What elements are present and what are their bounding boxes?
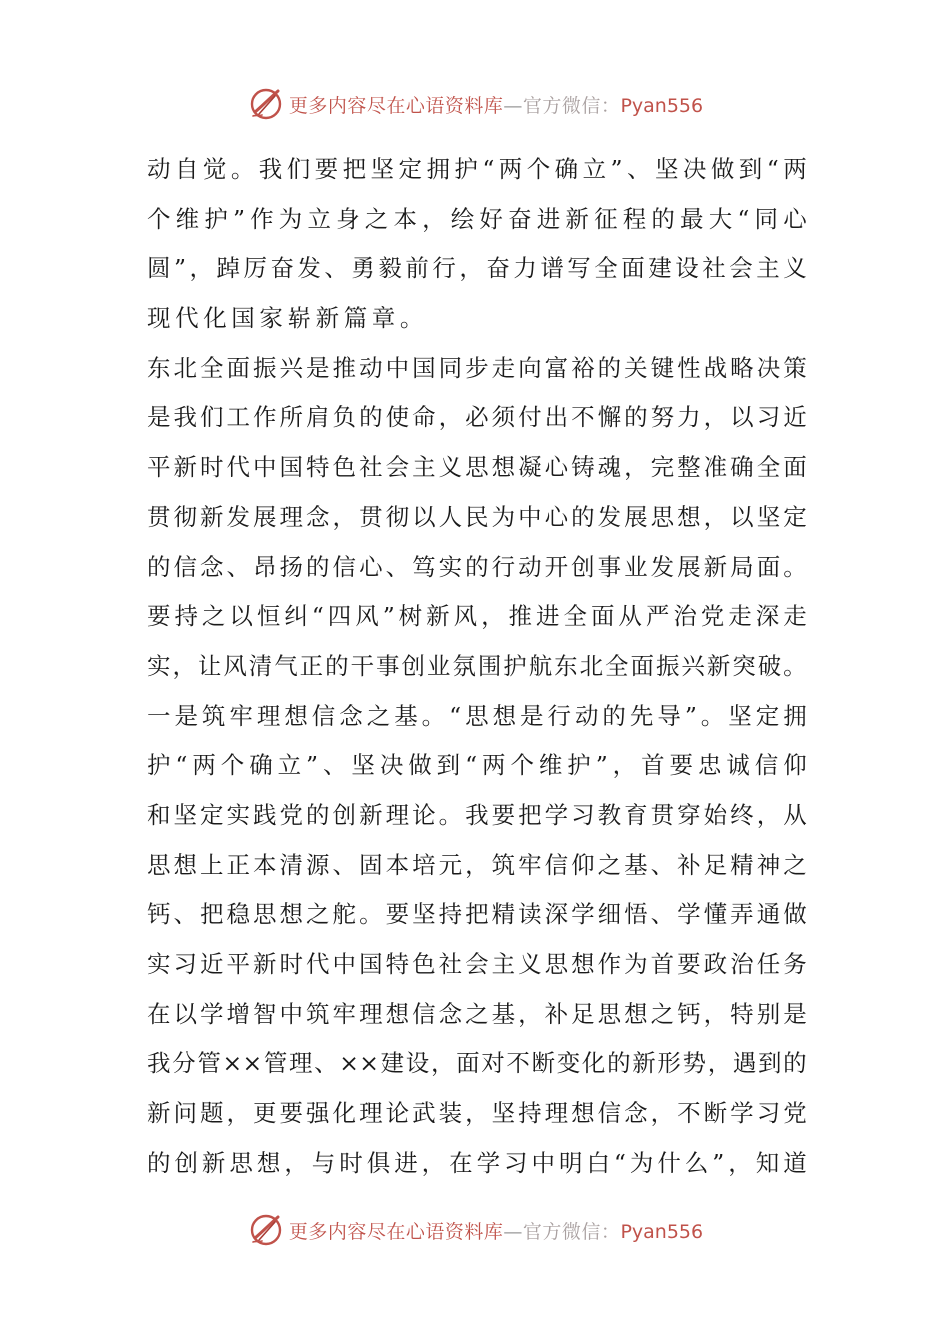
banner-separator: —: [503, 94, 523, 117]
banner-text: [289, 91, 703, 118]
header-watermark-banner: [0, 82, 950, 126]
text-line: 钙、把稳思想之舵。要坚持把精读深学细悟、学懂弄通做: [147, 900, 807, 929]
text-line: 实，让风清气正的干事创业氛围护航东北全面振兴新突破。: [147, 651, 807, 680]
text-line: 是我们工作所肩负的使命，必须付出不懈的努力，以习近: [147, 403, 807, 432]
text-line: 贯彻新发展理念，贯彻以人民为中心的发展思想，以坚定: [147, 502, 807, 531]
text-line: 的创新思想，与时俱进，在学习中明白“为什么”，知道: [147, 1148, 807, 1177]
text-line: 一是筑牢理想信念之基。“思想是行动的先导”。坚定拥: [147, 701, 807, 730]
text-line: 在以学增智中筑牢理想信念之基，补足思想之钙，特别是: [147, 999, 807, 1028]
document-body: [147, 145, 807, 1188]
text-line: 现代化国家崭新篇章。: [147, 304, 428, 333]
text-line: 要持之以恒纠“四风”树新风，推进全面从严治党走深走: [147, 602, 807, 631]
banner-wechat-id: Pyan556: [620, 1220, 704, 1243]
text-line: 圆”，踔厉奋发、勇毅前行，奋力谱写全面建设社会主义: [147, 254, 807, 283]
banner-separator: —: [503, 1220, 523, 1243]
text-line: 思想上正本清源、固本培元，筑牢信仰之基、补足精神之: [147, 850, 807, 879]
pen-circle-icon: [247, 85, 285, 123]
footer-watermark-banner: [0, 1208, 950, 1252]
text-line: 实习近平新时代中国特色社会主义思想作为首要政治任务: [147, 950, 807, 978]
text-line: 个维护”作为立身之本，绘好奋进新征程的最大“同心: [147, 204, 807, 233]
banner-text: [289, 1217, 703, 1244]
text-line: 和坚定实践党的创新理论。我要把学习教育贯穿始终，从: [147, 800, 807, 829]
text-line: 动自觉。我们要把坚定拥护“两个确立”、坚决做到“两: [147, 155, 807, 183]
banner-wechat-label: 官方微信：: [522, 94, 621, 117]
text-line: 我分管××管理、××建设，面对不断变化的新形势，遇到的: [147, 1049, 807, 1078]
banner-brand: 更多内容尽在心语资料库: [288, 94, 504, 117]
text-line: 东北全面振兴是推动中国同步走向富裕的关键性战略决策: [147, 353, 807, 382]
pen-circle-icon: [247, 1211, 285, 1249]
text-line: 的信念、昂扬的信心、笃实的行动开创事业发展新局面。: [147, 552, 807, 581]
text-line: 新问题，更要强化理论武装，坚持理想信念，不断学习党: [147, 1099, 807, 1128]
banner-wechat-id: Pyan556: [620, 94, 704, 117]
text-line: 平新时代中国特色社会主义思想凝心铸魂，完整准确全面: [147, 453, 807, 482]
banner-wechat-label: 官方微信：: [522, 1220, 621, 1243]
text-line: 护“两个确立”、坚决做到“两个维护”，首要忠诚信仰: [147, 751, 807, 780]
banner-brand: 更多内容尽在心语资料库: [288, 1220, 504, 1243]
